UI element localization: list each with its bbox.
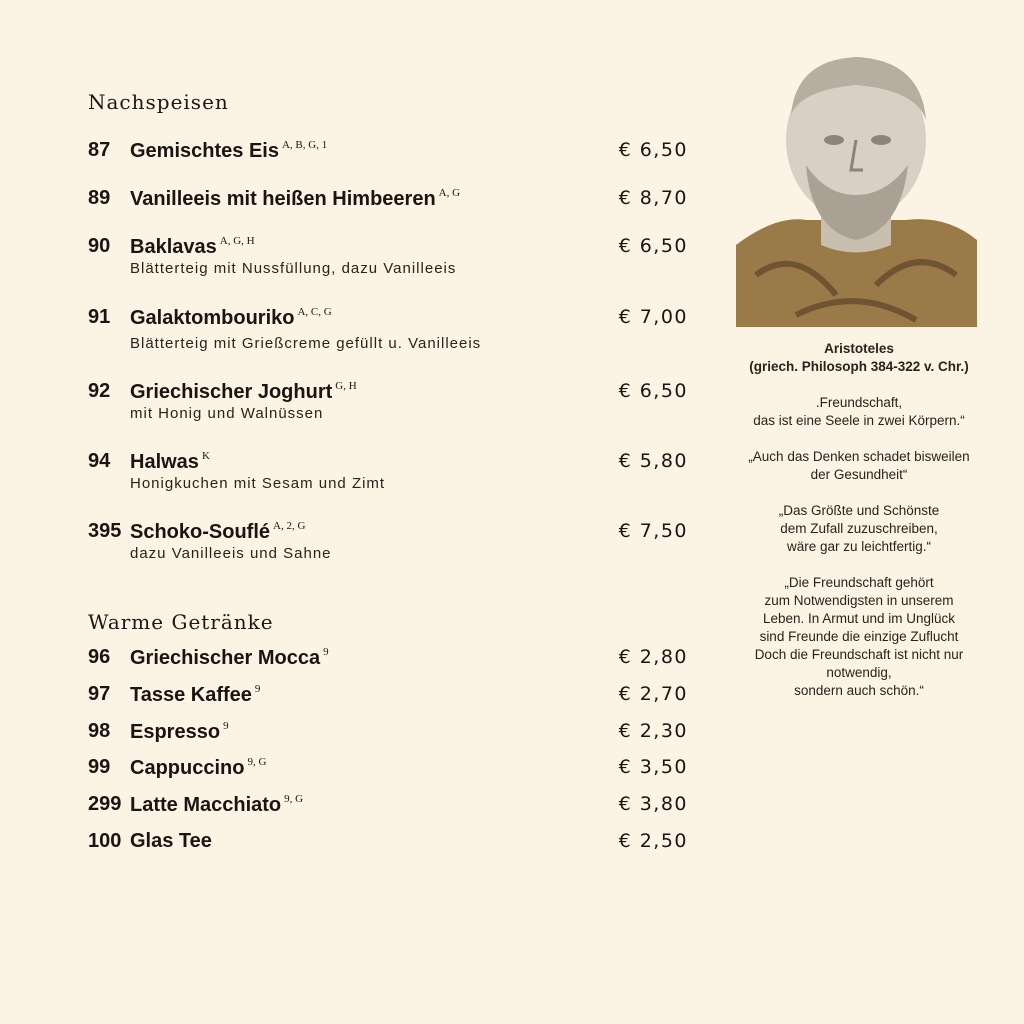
item-price: € 2,50 [618, 830, 688, 852]
item-name [130, 139, 327, 163]
item-price: € 8,70 [618, 187, 688, 209]
menu-item [88, 520, 688, 562]
item-name-text: Vanilleeis mit heißen Himbeeren [130, 188, 436, 210]
section-title-hot-drinks: Warme Getränke [88, 610, 274, 634]
item-name [130, 646, 329, 670]
menu-item [88, 450, 688, 492]
item-name-text: Cappuccino [130, 757, 245, 779]
item-number: 87 [88, 139, 111, 161]
item-name [130, 720, 229, 744]
section-title-desserts: Nachspeisen [88, 90, 229, 114]
item-number: 99 [88, 756, 111, 778]
allergen-codes: 9, G [247, 756, 267, 768]
item-number: 98 [88, 720, 111, 742]
menu-item [88, 793, 688, 819]
item-name-text: Glas Tee [130, 830, 212, 852]
item-name-text: Halwas [130, 451, 199, 473]
item-description: Blätterteig mit Grießcreme gefüllt u. Vanilleeis [130, 335, 482, 352]
item-name [130, 683, 260, 707]
item-number: 92 [88, 380, 111, 402]
allergen-codes: G, H [335, 380, 357, 392]
item-number: 100 [88, 830, 122, 852]
menu-item [88, 380, 688, 422]
allergen-codes: A, B, G, 1 [281, 139, 328, 151]
allergen-codes: A, G [438, 187, 461, 199]
item-number: 89 [88, 187, 111, 209]
item-name [130, 380, 357, 404]
menu-item [88, 235, 688, 277]
item-name [130, 187, 460, 211]
item-name-text: Tasse Kaffee [130, 684, 252, 706]
item-name-text: Griechischer Joghurt [130, 381, 333, 403]
allergen-codes: 9 [223, 720, 229, 732]
allergen-codes: 9, G [284, 793, 304, 805]
item-price: € 2,70 [618, 683, 688, 705]
item-name [130, 756, 266, 780]
menu-item [88, 187, 688, 213]
item-description: mit Honig und Walnüssen [130, 405, 324, 422]
item-number: 395 [88, 520, 122, 542]
item-name [130, 235, 255, 259]
philosopher-name: Aristoteles [824, 341, 894, 356]
item-description: dazu Vanilleeis und Sahne [130, 545, 332, 562]
item-number: 96 [88, 646, 111, 668]
quote: „Auch das Denken schadet bisweilen der Gesundheit“ [748, 449, 970, 482]
item-name [130, 830, 212, 853]
item-name-text: Schoko-Souflé [130, 521, 271, 543]
allergen-codes: 9 [323, 646, 329, 658]
item-price: € 2,30 [618, 720, 688, 742]
allergen-codes: A, 2, G [273, 520, 306, 532]
allergen-codes: K [201, 450, 210, 462]
item-name-text: Griechischer Mocca [130, 647, 321, 669]
item-name [130, 520, 305, 544]
item-name-text: Latte Macchiato [130, 794, 282, 816]
item-description: Blätterteig mit Nussfüllung, dazu Vanilleeis [130, 260, 457, 277]
item-price: € 6,50 [618, 380, 688, 402]
menu-item [88, 720, 688, 746]
item-price: € 3,80 [618, 793, 688, 815]
allergen-codes: A, C, G [297, 306, 332, 318]
sidebar-quotes [730, 340, 988, 718]
item-name [130, 793, 303, 817]
item-name-text: Gemischtes Eis [130, 140, 279, 162]
item-number: 97 [88, 683, 111, 705]
item-name [130, 306, 332, 330]
item-description: Honigkuchen mit Sesam und Zimt [130, 475, 386, 492]
item-price: € 3,50 [618, 756, 688, 778]
item-number: 91 [88, 306, 111, 328]
item-name [130, 450, 210, 474]
menu-item [88, 306, 688, 352]
menu-item [88, 756, 688, 782]
item-name-text: Galaktombouriko [130, 307, 295, 329]
quote: „Das Größte und Schönste dem Zufall zuzuschreiben, wäre gar zu leichtfertig.“ [778, 503, 940, 554]
quote: „Die Freundschaft gehört zum Notwendigsten in unserem Leben. In Armut und im Unglück sind Freunde die einzige Zuflucht Doch die Freundschaft ist nicht nur notwendig, sondern auch schön.“ [754, 575, 964, 698]
item-price: € 6,50 [618, 235, 688, 257]
item-number: 299 [88, 793, 122, 815]
item-name-text: Espresso [130, 721, 221, 743]
menu-item [88, 139, 688, 165]
item-price: € 7,50 [618, 520, 688, 542]
item-price: € 6,50 [618, 139, 688, 161]
philosopher-subtitle: (griech. Philosoph 384-322 v. Chr.) [749, 359, 969, 374]
item-price: € 2,80 [618, 646, 688, 668]
item-price: € 5,80 [618, 450, 688, 472]
item-number: 94 [88, 450, 111, 472]
menu-item [88, 646, 688, 672]
allergen-codes: 9 [254, 683, 261, 695]
quote: .Freundschaft, das ist eine Seele in zwei Körpern.“ [753, 395, 965, 428]
menu-item [88, 830, 688, 856]
allergen-codes: A, G, H [219, 235, 255, 247]
item-number: 90 [88, 235, 111, 257]
item-price: € 7,00 [618, 306, 688, 328]
item-name-text: Baklavas [130, 236, 217, 258]
aristotle-bust-image [736, 45, 977, 327]
menu-item [88, 683, 688, 709]
